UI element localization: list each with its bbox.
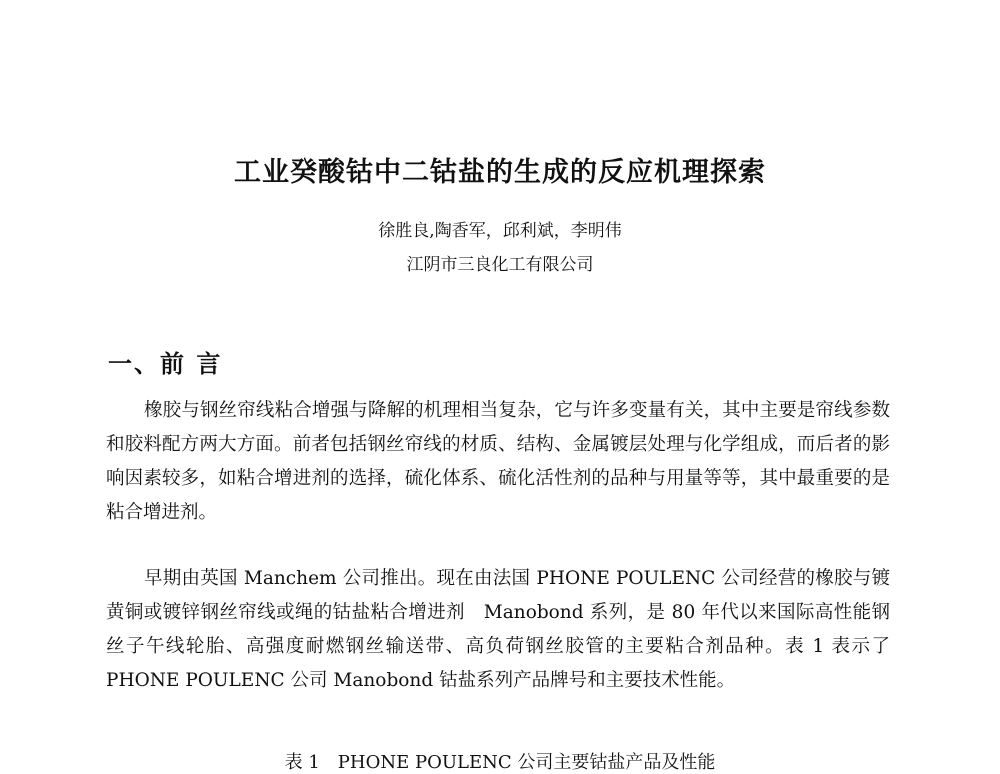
- table-caption: 表 1 PHONE POULENC 公司主要钴盐产品及性能: [284, 752, 716, 773]
- section-heading-introduction: 一、前 言: [108, 350, 223, 378]
- paper-title: 工业癸酸钴中二钴盐的生成的反应机理探索: [234, 157, 766, 188]
- body-paragraph: 橡胶与钢丝帘线粘合增强与降解的机理相当复杂，它与许多变量有关，其中主要是帘线参数和胶料配方两大方面。前者包括钢丝帘线的材质、结构、金属镀层处理与化学组成，而后者的影响因素较多，如粘合增进剂的选择，硫化体系、硫化活性剂的品种与用量等等，其中最重要的是粘合增进剂。: [106, 400, 890, 523]
- body-paragraph: 早期由英国 Manchem 公司推出。现在由法国 PHONE POULENC 公司经营的橡胶与镀黄铜或镀锌钢丝帘线或绳的钴盐粘合增进剂 Manobond 系列，是 80 年代以来国际高性能钢丝子午线轮胎、高强度耐燃钢丝输送带、高负荷钢丝胶管的主要粘合剂品种。表 1 表示了PHONE POULENC 公司 Manobond 钴盐系列产品牌号和主要技术性能。: [106, 568, 890, 691]
- author-affiliation: 江阴市三良化工有限公司: [406, 255, 594, 275]
- author-list: 徐胜良,陶香军，邱利斌，李明伟: [378, 221, 622, 241]
